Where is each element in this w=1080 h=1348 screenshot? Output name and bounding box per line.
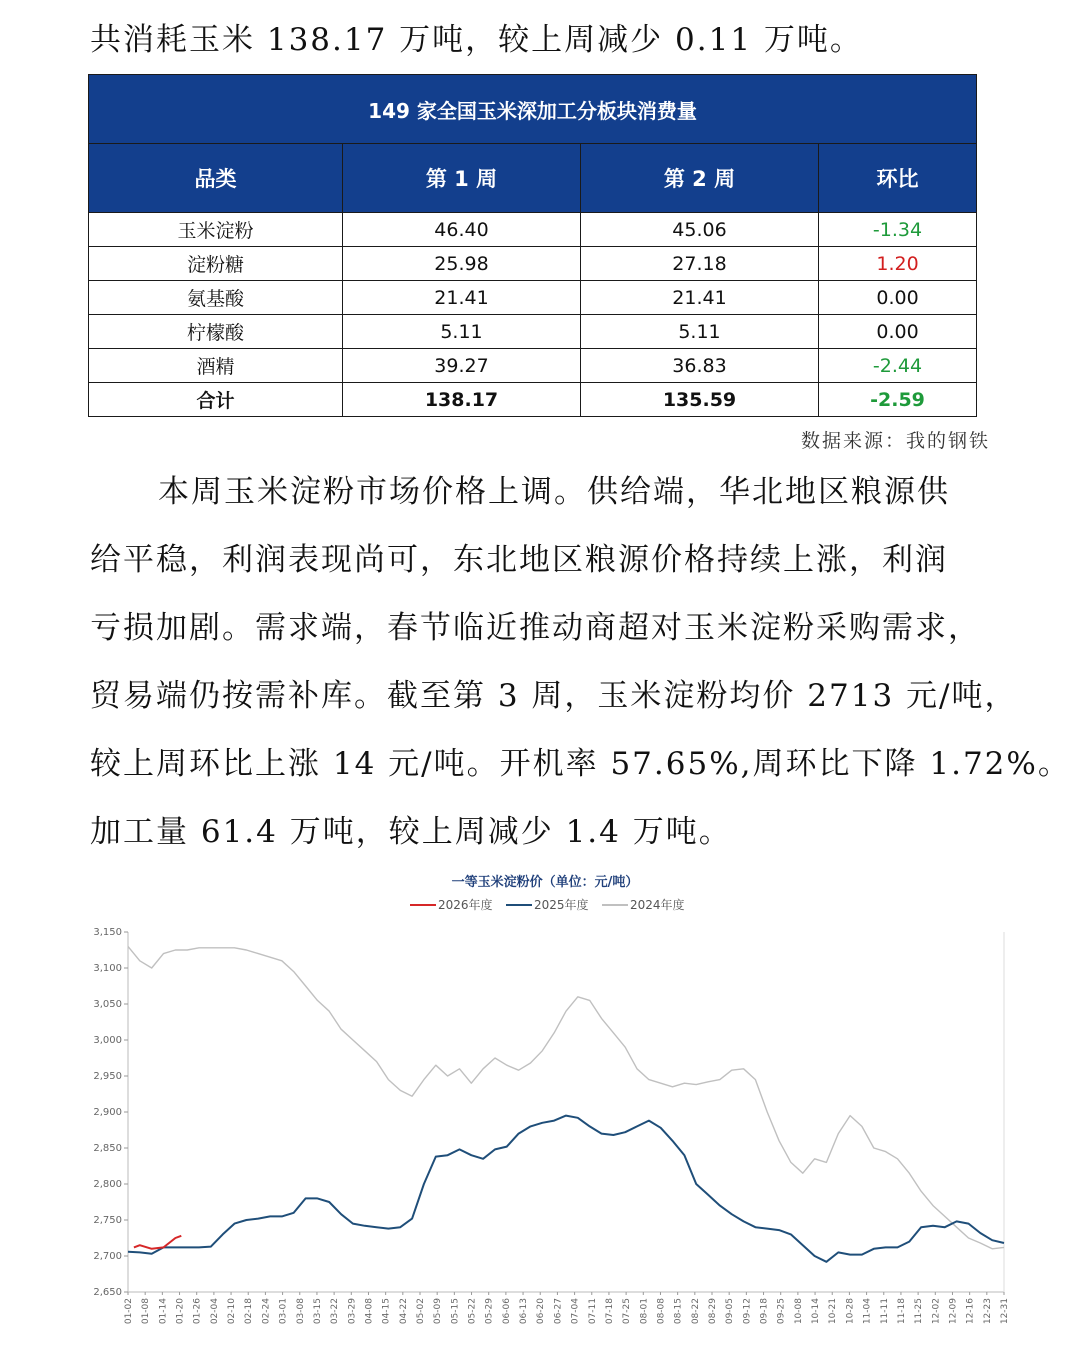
row-week2: 5.11 xyxy=(581,315,819,349)
x-tick-label: 01-26 xyxy=(192,1298,203,1325)
y-tick-label: 2,750 xyxy=(93,1215,122,1226)
x-tick-label: 07-25 xyxy=(622,1298,633,1325)
header-week2: 第 2 周 xyxy=(581,144,819,213)
row-week1: 5.11 xyxy=(343,315,581,349)
legend-label: 2026年度 xyxy=(438,898,493,912)
x-tick-label: 03-29 xyxy=(347,1298,358,1325)
x-tick-label: 08-15 xyxy=(673,1298,684,1325)
x-tick-label: 05-22 xyxy=(467,1298,478,1325)
series-line-2025年度 xyxy=(128,1116,1004,1262)
x-tick-label: 01-20 xyxy=(175,1298,186,1325)
row-week1: 21.41 xyxy=(343,281,581,315)
x-tick-label: 11-18 xyxy=(896,1298,907,1325)
intro-line: 共消耗玉米 138.17 万吨，较上周减少 0.11 万吨。 xyxy=(90,22,863,58)
row-week1: 46.40 xyxy=(343,213,581,247)
total-week2: 135.59 xyxy=(581,383,819,417)
row-category: 酒精 xyxy=(89,349,343,383)
y-tick-label: 2,850 xyxy=(93,1143,122,1154)
y-tick-label: 3,100 xyxy=(93,963,122,974)
x-tick-label: 01-14 xyxy=(158,1298,169,1325)
x-tick-label: 09-25 xyxy=(776,1298,787,1325)
x-tick-label: 09-12 xyxy=(742,1298,753,1325)
row-change: -1.34 xyxy=(819,213,977,247)
row-change: 0.00 xyxy=(819,281,977,315)
x-tick-label: 11-04 xyxy=(862,1298,873,1325)
x-tick-label: 05-02 xyxy=(416,1298,426,1325)
table-row xyxy=(89,315,977,349)
table-title: 149 家全国玉米深加工分板块消费量 xyxy=(89,75,977,144)
paragraph-line: 加工量 61.4 万吨，较上周减少 1.4 万吨。 xyxy=(90,814,732,850)
x-tick-label: 11-25 xyxy=(914,1298,925,1325)
header-category: 品类 xyxy=(89,144,343,213)
x-tick-label: 12-31 xyxy=(1000,1298,1010,1325)
row-week2: 27.18 xyxy=(581,247,819,281)
header-week1: 第 1 周 xyxy=(343,144,581,213)
x-tick-label: 10-21 xyxy=(828,1298,839,1325)
x-tick-label: 04-15 xyxy=(381,1298,392,1325)
x-tick-label: 06-06 xyxy=(501,1298,512,1325)
x-tick-label: 10-08 xyxy=(793,1298,804,1325)
legend-label: 2024年度 xyxy=(630,898,685,912)
header-change: 环比 xyxy=(819,144,977,213)
y-tick-label: 2,900 xyxy=(93,1107,122,1118)
paragraph-line: 本周玉米淀粉市场价格上调。供给端，华北地区粮源供 xyxy=(158,474,950,510)
paragraph-line: 亏损加剧。需求端，春节临近推动商超对玉米淀粉采购需求， xyxy=(90,610,981,646)
x-tick-label: 01-02 xyxy=(124,1298,134,1325)
x-tick-label: 08-29 xyxy=(708,1298,718,1325)
data-source: 数据来源：我的钢铁 xyxy=(800,430,990,452)
body-paragraph xyxy=(90,458,1071,866)
legend-label: 2025年度 xyxy=(534,898,589,912)
x-tick-label: 10-14 xyxy=(811,1298,822,1325)
row-category: 玉米淀粉 xyxy=(89,213,343,247)
x-tick-label: 10-28 xyxy=(845,1298,856,1325)
x-tick-label: 06-20 xyxy=(536,1298,547,1325)
x-tick-label: 07-11 xyxy=(587,1298,598,1325)
y-tick-label: 3,000 xyxy=(93,1035,122,1046)
x-tick-label: 07-18 xyxy=(604,1298,615,1325)
row-week2: 21.41 xyxy=(581,281,819,315)
x-tick-label: 12-09 xyxy=(948,1298,959,1325)
y-tick-label: 3,050 xyxy=(93,999,122,1010)
x-tick-label: 06-13 xyxy=(519,1298,530,1325)
table-row xyxy=(89,213,977,247)
x-tick-label: 07-04 xyxy=(570,1298,581,1325)
total-label: 合计 xyxy=(89,383,343,417)
x-tick-label: 09-05 xyxy=(725,1298,736,1325)
row-week1: 25.98 xyxy=(343,247,581,281)
consumption-table xyxy=(88,74,977,417)
x-tick-label: 03-01 xyxy=(278,1298,289,1325)
row-category: 柠檬酸 xyxy=(89,315,343,349)
y-tick-label: 2,950 xyxy=(93,1071,122,1082)
x-tick-label: 04-22 xyxy=(398,1298,409,1325)
row-week2: 36.83 xyxy=(581,349,819,383)
x-tick-label: 03-15 xyxy=(312,1298,323,1325)
chart-title: 一等玉米淀粉价（单位：元/吨） xyxy=(451,875,639,890)
row-change: 0.00 xyxy=(819,315,977,349)
table-row xyxy=(89,281,977,315)
row-week2: 45.06 xyxy=(581,213,819,247)
row-category: 氨基酸 xyxy=(89,281,343,315)
x-tick-label: 02-10 xyxy=(227,1298,238,1325)
series-line-2024年度 xyxy=(128,946,1004,1248)
x-tick-label: 12-02 xyxy=(931,1298,942,1325)
x-tick-label: 09-18 xyxy=(759,1298,770,1325)
table-row xyxy=(89,247,977,281)
x-tick-label: 08-22 xyxy=(690,1298,701,1325)
paragraph-line: 贸易端仍按需补库。截至第 3 周，玉米淀粉均价 2713 元/吨， xyxy=(90,678,1018,714)
total-week1: 138.17 xyxy=(343,383,581,417)
x-tick-label: 05-15 xyxy=(450,1298,461,1325)
row-change: 1.20 xyxy=(819,247,977,281)
y-tick-label: 3,150 xyxy=(93,927,122,938)
x-tick-label: 06-27 xyxy=(553,1298,564,1325)
paragraph-line: 给平稳，利润表现尚可，东北地区粮源价格持续上涨，利润 xyxy=(90,542,948,578)
x-tick-label: 05-29 xyxy=(484,1298,495,1325)
x-tick-label: 03-22 xyxy=(330,1298,341,1325)
table-row xyxy=(89,349,977,383)
row-week1: 39.27 xyxy=(343,349,581,383)
paragraph-line: 较上周环比上涨 14 元/吨。开机率 57.65%,周环比下降 1.72%。 xyxy=(90,746,1071,782)
x-tick-label: 12-16 xyxy=(965,1298,976,1325)
x-tick-label: 03-08 xyxy=(295,1298,306,1325)
x-tick-label: 04-08 xyxy=(364,1298,375,1325)
x-tick-label: 12-23 xyxy=(982,1298,993,1325)
y-tick-label: 2,800 xyxy=(93,1179,122,1190)
x-tick-label: 02-24 xyxy=(261,1298,272,1325)
table-total-row xyxy=(89,383,977,417)
price-line-chart xyxy=(80,866,1010,1336)
x-tick-label: 02-04 xyxy=(209,1298,220,1325)
x-tick-label: 08-08 xyxy=(656,1298,667,1325)
row-category: 淀粉糖 xyxy=(89,247,343,281)
x-tick-label: 02-18 xyxy=(244,1298,255,1325)
row-change: -2.44 xyxy=(819,349,977,383)
y-tick-label: 2,650 xyxy=(93,1287,122,1298)
x-tick-label: 01-08 xyxy=(141,1298,152,1325)
total-change: -2.59 xyxy=(819,383,977,417)
x-tick-label: 11-11 xyxy=(879,1298,890,1325)
x-tick-label: 05-09 xyxy=(433,1298,444,1325)
x-tick-label: 08-01 xyxy=(639,1298,650,1325)
y-tick-label: 2,700 xyxy=(93,1251,122,1262)
